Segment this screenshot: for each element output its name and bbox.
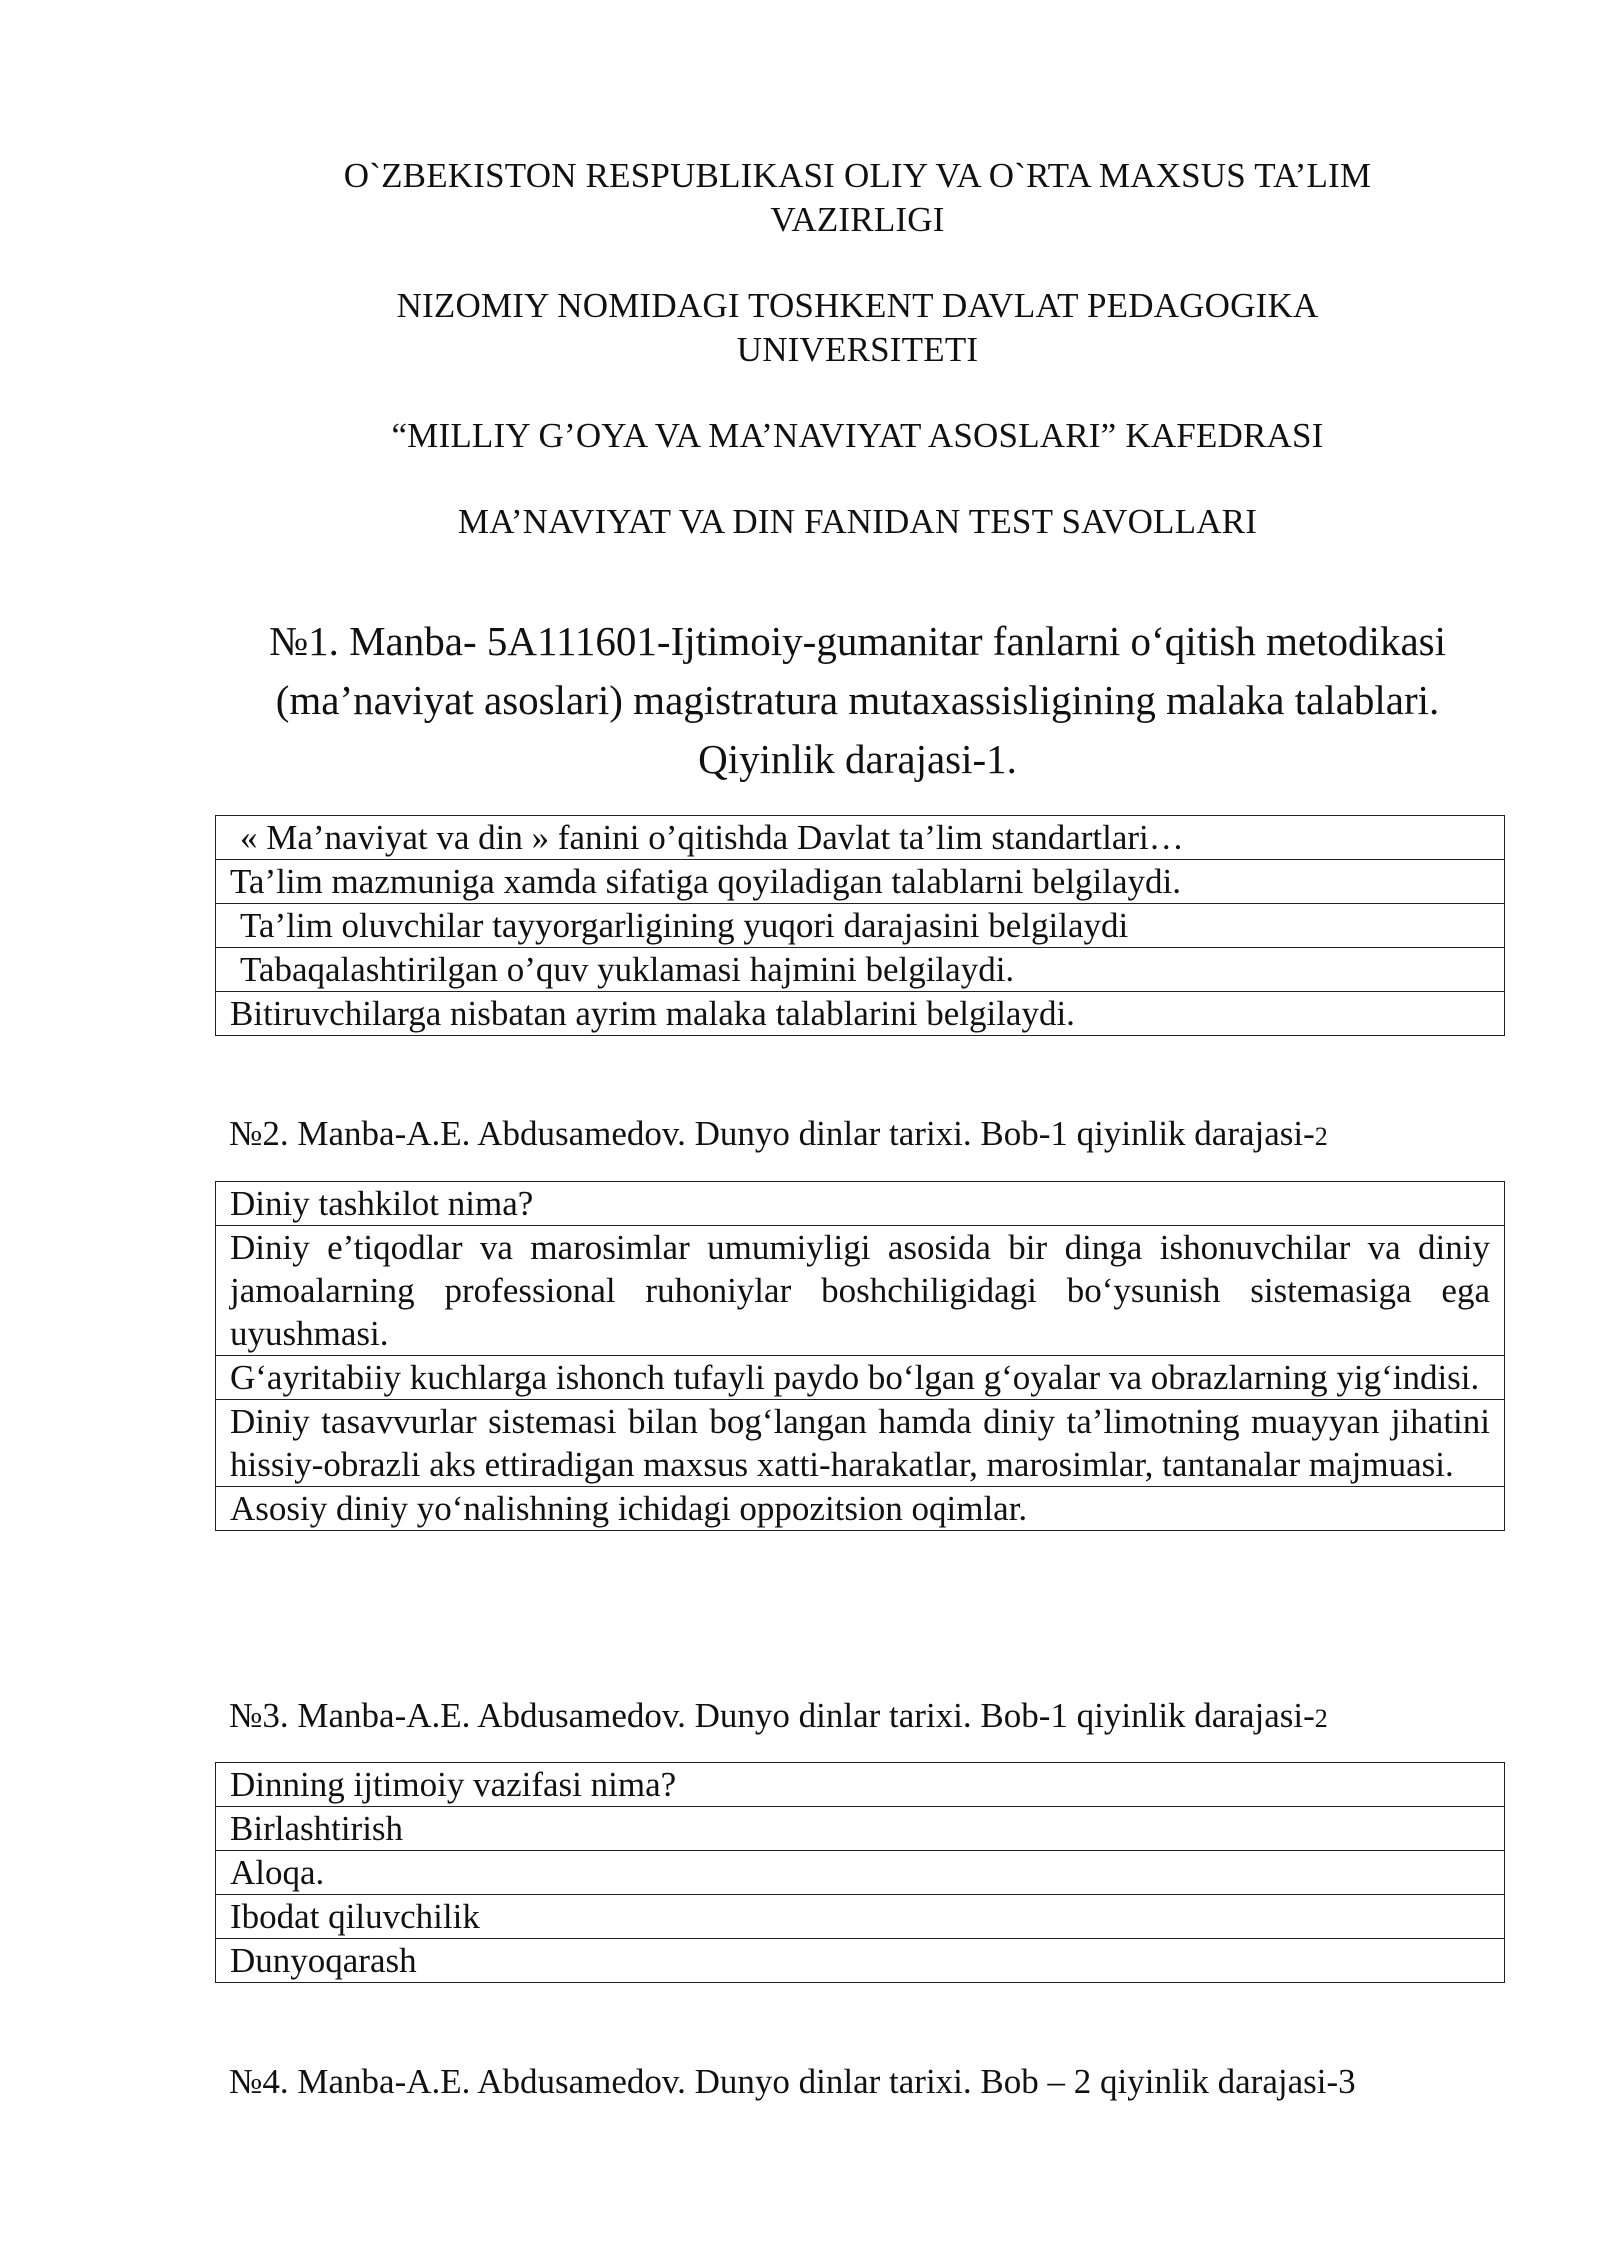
table-row bbox=[216, 1400, 1505, 1487]
q1-answer-2: Ta’lim oluvchilar tayyorgarligining yuqori darajasini belgilaydi bbox=[216, 904, 1505, 948]
q3-answer-3: Ibodat qiluvchilik bbox=[216, 1895, 1505, 1939]
q1-question: « Ma’naviyat va din » fanini o’qitishda Davlat ta’lim standartlari… bbox=[216, 816, 1505, 860]
q4-heading: №4. Manba-A.E. Abdusamedov. Dunyo dinlar tarixi. Bob – 2 qiyinlik darajasi-3 bbox=[229, 2062, 1356, 2101]
table-row bbox=[216, 1356, 1505, 1400]
q2-heading bbox=[229, 1112, 1529, 1159]
ministry-line-1: O`ZBEKISTON RESPUBLIKASI OLIY VA O`RTA MAXSUS TA’LIM bbox=[343, 156, 1372, 195]
q2-heading-text: №2. Manba-A.E. Abdusamedov. Dunyo dinlar tarixi. Bob-1 qiyinlik darajasi- bbox=[229, 1114, 1315, 1153]
q2-heading-level: 2 bbox=[1314, 1122, 1328, 1151]
table-row bbox=[216, 904, 1505, 948]
q2-answer-3: Diniy tasavvurlar sistemasi bilan bog‘langan hamda diniy ta’limotning muayyan jihatini hissiy-obrazli aks ettiradigan maxsus xatti-harakatlar, marosimlar, tantanalar majmuasi. bbox=[216, 1400, 1505, 1487]
q3-table bbox=[215, 1762, 1505, 1983]
q2-question: Diniy tashkilot nima? bbox=[216, 1182, 1505, 1226]
table-row bbox=[216, 1807, 1505, 1851]
q2-answer-1: Diniy e’tiqodlar va marosimlar umumiyligi asosida bir dinga ishonuvchilar va diniy jamoalarning professional ruhoniylar boshchiligidagi bo‘ysunish sistemasiga ega uyushmasi. bbox=[216, 1226, 1505, 1356]
q2-table bbox=[215, 1181, 1505, 1531]
q2-answer-2: G‘ayritabiiy kuchlarga ishonch tufayli paydo bo‘lgan g‘oyalar va obrazlarning yig‘indisi. bbox=[216, 1356, 1505, 1400]
q3-answer-4: Dunyoqarash bbox=[216, 1939, 1505, 1983]
university-line-1: NIZOMIY NOMIDAGI TOSHKENT DAVLAT PEDAGOGIKA bbox=[396, 286, 1319, 325]
q3-answer-1: Birlashtirish bbox=[216, 1807, 1505, 1851]
table-row bbox=[216, 1851, 1505, 1895]
table-row bbox=[216, 1895, 1505, 1939]
university-line-2: UNIVERSITETI bbox=[736, 330, 979, 369]
q2-answer-4: Asosiy diniy yo‘nalishning ichidagi oppozitsion oqimlar. bbox=[216, 1487, 1505, 1531]
table-row bbox=[216, 1763, 1505, 1807]
q1-heading-line-1: №1. Manba- 5A111601-Ijtimoiy-gumanitar fanlarni o‘qitish metodikasi bbox=[268, 618, 1446, 664]
ministry-line-2: VAZIRLIGI bbox=[770, 200, 945, 239]
table-row bbox=[216, 1487, 1505, 1531]
table-row bbox=[216, 1182, 1505, 1226]
table-row bbox=[216, 860, 1505, 904]
q3-heading-text: №3. Manba-A.E. Abdusamedov. Dunyo dinlar tarixi. Bob-1 qiyinlik darajasi- bbox=[229, 1696, 1315, 1735]
department-title: “MILLIY G’OYA VA MA’NAVIYAT ASOSLARI” KAFEDRASI bbox=[391, 416, 1324, 455]
q3-heading bbox=[229, 1694, 1529, 1741]
table-row bbox=[216, 992, 1505, 1036]
q3-heading-level: 2 bbox=[1314, 1704, 1328, 1733]
q1-heading-line-3: Qiyinlik darajasi-1. bbox=[698, 736, 1017, 782]
subject-title: MA’NAVIYAT VA DIN FANIDAN TEST SAVOLLARI bbox=[457, 502, 1258, 541]
table-row bbox=[216, 1226, 1505, 1356]
table-row bbox=[216, 1939, 1505, 1983]
q1-table bbox=[215, 815, 1505, 1036]
q3-question: Dinning ijtimoiy vazifasi nima? bbox=[216, 1763, 1505, 1807]
q1-answer-1: Ta’lim mazmuniga xamda sifatiga qoyiladigan talablarni belgilaydi. bbox=[216, 860, 1505, 904]
table-row bbox=[216, 948, 1505, 992]
table-row bbox=[216, 816, 1505, 860]
q3-answer-2: Aloqa. bbox=[216, 1851, 1505, 1895]
q1-answer-4: Bitiruvchilarga nisbatan ayrim malaka talablarini belgilaydi. bbox=[216, 992, 1505, 1036]
q1-answer-3: Tabaqalashtirilgan o’quv yuklamasi hajmini belgilaydi. bbox=[216, 948, 1505, 992]
q1-heading-line-2: (ma’naviyat asoslari) magistratura mutaxassisligining malaka talablari. bbox=[275, 677, 1440, 723]
